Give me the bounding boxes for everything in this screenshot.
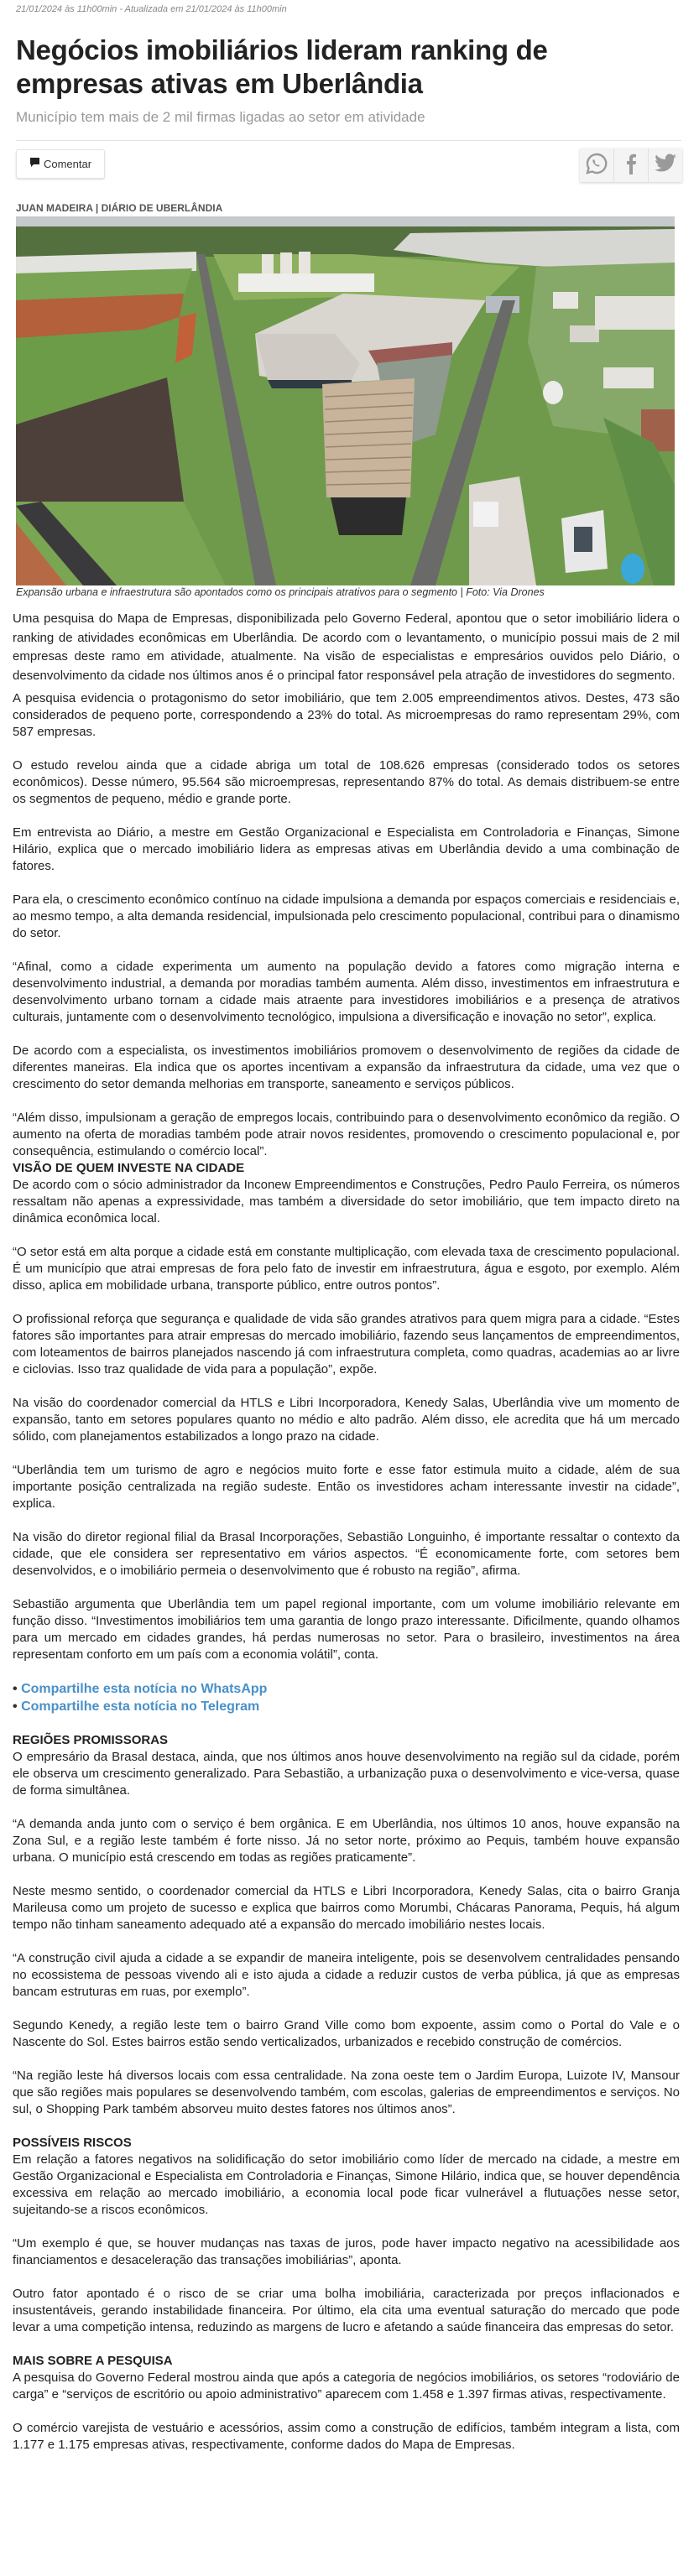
speech-bubble-icon [29,157,40,171]
paragraph: O profissional reforça que segurança e qualidade de vida são grandes atrativos para quem migra para a cidade. “Estes fatores são importantes para atrair empresas do mercado imobiliário, fazendo seus lançamentos de empreendimentos, com loteamentos de bairros planejados nascendo já com infraestrutura completa, como quadras, academias ao ar livre e ciclovias. Isso traz qualidade de vida para a população”, expõe. [13,1311,680,1376]
paragraph: “Um exemplo é que, se houver mudanças nas taxas de juros, pode haver impacto negativo na acessibilidade aos financiamentos e desaceleração das transações imobiliárias”, aponta. [13,2235,680,2267]
paragraph: Em relação a fatores negativos na solidificação do setor imobiliário como líder de mercado na cidade, a mestre em Gestão Organizacional e Especialista em Controladoria e Finanças, Simone Hilário, indica que, se houver dependência excessiva em relação ao mercado imobiliário, a economia local pode ficar vulnerável a flutuações nesse setor, sujeitando-se a riscos econômicos. [13,2152,680,2217]
share-buttons [580,148,682,182]
paragraph: O comércio varejista de vestuário e acessórios, assim como a construção de edifícios, também integram a lista, com 1.177 e 1.175 empresas ativas, respectivamente, conforme dados do Mapa de Empresas. [13,2420,680,2452]
paragraph: Outro fator apontado é o risco de se criar uma bolha imobiliária, caracterizada por preços inflacionados e insustentáveis, gerando instabilidade financeira. Por último, ela cita uma eventual saturação do mercado que pode levar a uma competição intensa, reduzindo as margens de lucro e afetando a saúde financeira das empresas do setor. [13,2286,680,2334]
share-telegram-link[interactable]: Compartilhe esta notícia no Telegram [21,1699,260,1714]
facebook-icon [624,152,638,180]
share-facebook-button[interactable] [614,148,649,182]
article-body [13,610,680,2454]
publish-date: 21/01/2024 às 11h00min - Atualizada em 21/01/2024 às 11h00min [16,4,287,14]
comment-label: Comentar [43,158,92,170]
comment-button[interactable] [16,149,105,179]
paragraph: “Uberlândia tem um turismo de agro e negócios muito forte e esse fator estimula muito a cidade, além de sua importante posição centralizada na região sudeste. Então os investidores acham interessante investir na cidade”, explica. [13,1462,680,1511]
page-title: Negócios imobiliários lideram ranking de empresas ativas em Uberlândia [16,34,548,99]
paragraph: Para ela, o crescimento econômico contínuo na cidade impulsiona a demanda por espaços comerciais e residenciais e, ao mesmo tempo, a alta demanda residencial, impulsionada pelo crescimento populacional, contribui para o dinamismo do setor. [13,892,680,940]
photo-caption: Expansão urbana e infraestrutura são apontados como os principais atrativos para o segmento | Foto: Via Drones [16,586,545,598]
paragraph: Segundo Kenedy, a região leste tem o bairro Grand Ville como bom expoente, assim como o Portal do Vale e o Nascente do Sol. Estes bairros estão sendo verticalizados, urbanizados e recebido construção de comércios. [13,2017,680,2049]
paragraph: “O setor está em alta porque a cidade está em constante multiplicação, com elevada taxa de crescimento populacional. É um município que atrai empresas de fora pelo fato de investir em infraestrutura, água e esgoto, por exemplo. Além disso, aplica em mobilidade urbana, transporte público, entre outros pontos”. [13,1244,680,1293]
paragraph: Em entrevista ao Diário, a mestre em Gestão Organizacional e Especialista em Controladoria e Finanças, Simone Hilário, explica que o mercado imobiliário lidera as empresas ativas em Uberlândia devido a uma combinação de fatores. [13,825,680,873]
paragraph: “Na região leste há diversos locais com essa centralidade. Na zona oeste tem o Jardim Europa, Luizote IV, Mansour que são regiões mais populares se desenvolvendo também, com escolas, galerias de empreendimentos e serviços. No sul, o Shopping Park também absorveu muito destes fatores nos últimos anos”. [13,2068,680,2116]
paragraph: Sebastião argumenta que Uberlândia tem um papel regional importante, com um volume imobiliário relevante em função disso. “Investimentos imobiliários tem uma garantia de longo prazo interessante. Dificilmente, quando olhamos para um mercado em cidades grandes, há perdas numerosas no setor. Para o brasileiro, investimentos na área representam conforto em um país com a economia volátil”, conta. [13,1596,680,1662]
share-whatsapp-link[interactable]: Compartilhe esta notícia no WhatsApp [21,1681,268,1696]
paragraph: O estudo revelou ainda que a cidade abriga um total de 108.626 empresas (considerado todos os setores econômicos). Desse número, 95.564 são microempresas, representando 87% do total. As demais distribuem-se entre os segmentos de pequeno, médio e grande porte. [13,757,680,806]
share-twitter-button[interactable] [649,148,682,182]
article-photo [16,216,675,585]
paragraph: De acordo com a especialista, os investimentos imobiliários promovem o desenvolvimento de regiões da cidade de diferentes maneiras. Ela indica que os aportes incentivam a expansão da infraestrutura da cidade, uma vez que o crescimento do setor demanda melhorias em transporte, saneamento e serviços públicos. [13,1043,680,1091]
paragraph: Na visão do diretor regional filial da Brasal Incorporações, Sebastião Longuinho, é importante ressaltar o contexto da cidade, que ele considera ser representativo em vários aspectos. “É economicamente forte, com setores bem desenvolvidos, e o imobiliário permeia o desenvolvimento que é robusto na região”, afirma. [13,1529,680,1578]
share-whatsapp-button[interactable] [580,148,614,182]
paragraph: A pesquisa do Governo Federal mostrou ainda que após a categoria de negócios imobiliários, os setores “rodoviário de carga” e “serviços de escritório ou apoio administrativo” aparecem com 1.458 e 1.397 firmas ativas, respectivamente. [13,2370,680,2402]
paragraph: “A demanda anda junto com o serviço é bem orgânica. E em Uberlândia, nos últimos 10 anos, houve expansão na Zona Sul, e a região leste também é forte nisso. Já no setor norte, próximo ao Pequis, também houve expansão urbana. O município está crescendo em todas as regiões praticamente”. [13,1816,680,1865]
paragraph: Uma pesquisa do Mapa de Empresas, disponibilizada pelo Governo Federal, apontou que o setor imobiliário lidera o ranking de atividades econômicas em Uberlândia. De acordo com o levantamento, o município possui mais de 2 mil empresas deste ramo em atividade, atualmente. Na visão de especialistas e empresários ouvidos pelo Diário, o desenvolvimento da cidade nos últimos anos é o principal fator responsável pela atração de investidores do segmento. [13,611,680,684]
paragraph: Na visão do coordenador comercial da HTLS e Libri Incorporadora, Kenedy Salas, Uberlândia vive um momento de expansão, tanto em setores populares quanto no médio e alto padrão. Além disso, ele acredita que há um mercado sólido, com planejamentos estabilizados a longo prazo na cidade. [13,1395,680,1444]
page-subtitle: Município tem mais de 2 mil firmas ligadas ao setor em atividade [16,109,425,125]
aerial-city-photo [16,216,675,585]
section-heading: POSSÍVEIS RISCOS [13,2135,132,2150]
share-links [13,1680,680,1715]
section-heading: MAIS SOBRE A PESQUISA [13,2353,173,2368]
paragraph: “Além disso, impulsionam a geração de empregos locais, contribuindo para o desenvolvimento econômico da região. O aumento na oferta de moradias também pode atrair novos residentes, promovendo o crescimento populacional e, por consequência, estimulando o comércio local”. [13,1110,680,1158]
twitter-icon [654,154,677,178]
paragraph: Neste mesmo sentido, o coordenador comercial da HTLS e Libri Incorporadora, Kenedy Salas, cita o bairro Granja Marileusa como um projeto de sucesso e explica que bairros como Morumbi, Chácaras Panorama, Pequis, há algum tempo não tinham saneamento adequado até a expansão do mercado imobiliário nestes locais. [13,1883,680,1932]
byline: JUAN MADEIRA | DIÁRIO DE UBERLÂNDIA [16,202,223,214]
paragraph: De acordo com o sócio administrador da Inconew Empreendimentos e Construções, Pedro Paulo Ferreira, os números ressaltam não apenas a expressividade, mas também a diversidade do setor imobiliário, que tem impacto direto na dinâmica econômica local. [13,1177,680,1226]
paragraph: “A construção civil ajuda a cidade a se expandir de maneira inteligente, pois se desenvolvem centralidades pensando no ecossistema de pessoas vivendo ali e isto ajuda a cidade a reduzir custos de verba pública, já que as empresas bancam estruturas em ruas, por exemplo”. [13,1950,680,1999]
divider [16,140,681,141]
whatsapp-icon [585,152,608,180]
section-heading: REGIÕES PROMISSORAS [13,1732,169,1747]
bullet: • [13,1699,18,1714]
paragraph: A pesquisa evidencia o protagonismo do setor imobiliário, que tem 2.005 empreendimentos ativos. Destes, 473 são considerados de pequeno porte, correspondendo a 23% do total. As microempresas do ramo representam 29%, com 587 empresas. [13,690,680,739]
bullet: • [13,1681,18,1696]
paragraph: “Afinal, como a cidade experimenta um aumento na população devido a fatores como migração interna e desenvolvimento industrial, a demanda por moradias também aumenta. Além disso, investimentos em infraestrutura e desenvolvimento urbano tornam a cidade mais atraente para investidores imobiliários e a presença de atrativos culturais, juntamente com o desenvolvimento tecnológico, impulsiona a diversificação e inovação no setor”, explica. [13,959,680,1024]
paragraph: O empresário da Brasal destaca, ainda, que nos últimos anos houve desenvolvimento na região sul da cidade, porém ele observa um crescimento generalizado. Para Sebastião, a urbanização puxa o desenvolvimento e vice-versa, quase de forma simultânea. [13,1749,680,1798]
section-heading: VISÃO DE QUEM INVESTE NA CIDADE [13,1160,245,1175]
